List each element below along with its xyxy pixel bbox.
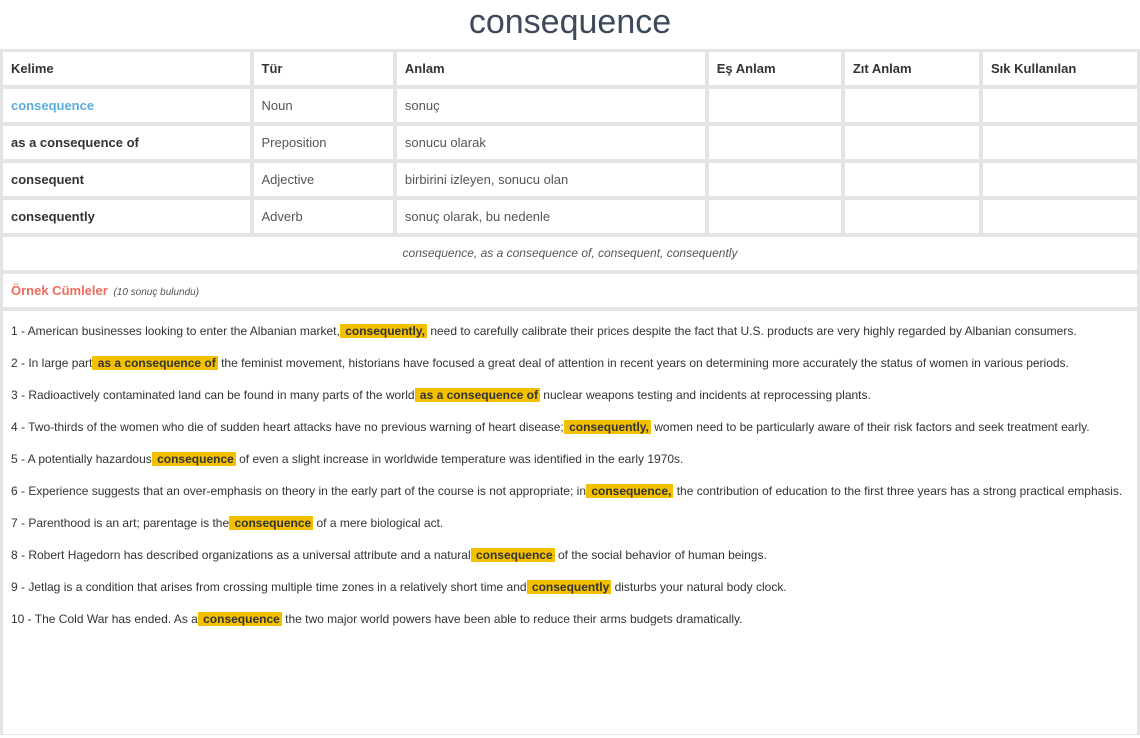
example-text: 3 - Radioactively contaminated land can be found in many parts of the world bbox=[11, 388, 415, 402]
example-sentence bbox=[11, 512, 1129, 534]
synonym-cell bbox=[709, 200, 841, 233]
word-cell: consequent bbox=[3, 163, 250, 196]
word-link[interactable]: consequence bbox=[3, 89, 250, 122]
table-row bbox=[3, 163, 1137, 196]
table-row bbox=[3, 126, 1137, 159]
example-highlight: as a consequence of bbox=[416, 388, 538, 402]
example-highlight: consequently, bbox=[341, 324, 425, 338]
example-text: the feminist movement, historians have focused a great deal of attention in recent years on determining more accurately the status of women in various periods. bbox=[217, 356, 1069, 370]
example-text: 5 - A potentially hazardous bbox=[11, 452, 152, 466]
antonym-cell bbox=[845, 126, 979, 159]
example-text: of a mere biological act. bbox=[313, 516, 444, 530]
word-type: Adverb bbox=[254, 200, 393, 233]
example-sentence bbox=[11, 480, 1129, 502]
example-text: 8 - Robert Hagedorn has described organizations as a universal attribute and a natural bbox=[11, 548, 471, 562]
word-meaning: birbirini izleyen, sonucu olan bbox=[397, 163, 705, 196]
col-header-tur: Tür bbox=[254, 52, 393, 85]
example-highlight: consequently bbox=[528, 580, 610, 594]
common-cell bbox=[983, 200, 1137, 233]
synonym-cell bbox=[709, 89, 841, 122]
example-text: of even a slight increase in worldwide temperature was identified in the early 1970s. bbox=[235, 452, 684, 466]
antonym-cell bbox=[845, 89, 979, 122]
table-row bbox=[3, 89, 1137, 122]
example-text: 9 - Jetlag is a condition that arises from crossing multiple time zones in a relatively short time and bbox=[11, 580, 527, 594]
examples-header bbox=[3, 274, 1137, 307]
antonym-cell bbox=[845, 200, 979, 233]
word-type: Noun bbox=[254, 89, 393, 122]
word-list-row: consequence, as a consequence of, consequent, consequently bbox=[3, 237, 1137, 270]
example-sentence bbox=[11, 576, 1129, 598]
col-header-anlam: Anlam bbox=[397, 52, 705, 85]
example-text: 1 - American businesses looking to enter the Albanian market, bbox=[11, 324, 340, 338]
col-header-es-anlam: Eş Anlam bbox=[709, 52, 841, 85]
dictionary-panel bbox=[0, 49, 1140, 735]
antonym-cell bbox=[845, 163, 979, 196]
example-text: 7 - Parenthood is an art; parentage is the bbox=[11, 516, 230, 530]
table-header-row bbox=[3, 52, 1137, 85]
example-highlight: consequence bbox=[199, 612, 280, 626]
example-highlight: consequence bbox=[472, 548, 553, 562]
example-text: of the social behavior of human beings. bbox=[554, 548, 767, 562]
col-header-kelime: Kelime bbox=[3, 52, 250, 85]
example-highlight: consequence bbox=[231, 516, 312, 530]
synonym-cell bbox=[709, 126, 841, 159]
example-sentence bbox=[11, 608, 1129, 630]
example-text: 4 - Two-thirds of the women who die of sudden heart attacks have no previous warning of heart disease; bbox=[11, 420, 564, 434]
example-text: 10 - The Cold War has ended. As a bbox=[11, 612, 198, 626]
example-highlight: consequently, bbox=[565, 420, 649, 434]
common-cell bbox=[983, 126, 1137, 159]
example-sentence bbox=[11, 448, 1129, 470]
col-header-zit-anlam: Zıt Anlam bbox=[845, 52, 979, 85]
example-highlight: consequence, bbox=[588, 484, 672, 498]
example-text: nuclear weapons testing and incidents at reprocessing plants. bbox=[539, 388, 871, 402]
common-cell bbox=[983, 163, 1137, 196]
page-title: consequence bbox=[468, 3, 672, 41]
example-sentence bbox=[11, 544, 1129, 566]
word-cell: as a consequence of bbox=[3, 126, 250, 159]
examples-list bbox=[3, 311, 1137, 734]
word-type: Adjective bbox=[254, 163, 393, 196]
example-text: women need to be particularly aware of their risk factors and seek treatment early. bbox=[650, 420, 1090, 434]
word-type: Preposition bbox=[254, 126, 393, 159]
word-meaning: sonuç bbox=[397, 89, 705, 122]
example-text: need to carefully calibrate their prices despite the fact that U.S. products are very highly regarded by Albanian consumers. bbox=[427, 324, 1077, 338]
examples-title: Örnek Cümleler bbox=[11, 283, 108, 298]
examples-count: (10 sonuç bulundu) bbox=[113, 287, 200, 298]
common-cell bbox=[983, 89, 1137, 122]
example-text: the contribution of education to the first three years has a strong practical emphasis. bbox=[673, 484, 1123, 498]
example-highlight: as a consequence of bbox=[94, 356, 216, 370]
example-sentence bbox=[11, 416, 1129, 438]
example-sentence bbox=[11, 384, 1129, 406]
example-text: 6 - Experience suggests that an over-emphasis on theory in the early part of the course is not appropriate; in bbox=[11, 484, 586, 498]
synonym-cell bbox=[709, 163, 841, 196]
table-row bbox=[3, 200, 1137, 233]
example-sentence bbox=[11, 320, 1129, 342]
dictionary-table bbox=[0, 48, 1140, 237]
word-meaning: sonucu olarak bbox=[397, 126, 705, 159]
example-sentence bbox=[11, 352, 1129, 374]
example-text: 2 - In large part bbox=[11, 356, 93, 370]
col-header-sik-kullanilan: Sık Kullanılan bbox=[983, 52, 1137, 85]
example-highlight: consequence bbox=[153, 452, 234, 466]
word-meaning: sonuç olarak, bu nedenle bbox=[397, 200, 705, 233]
word-cell: consequently bbox=[3, 200, 250, 233]
example-text: the two major world powers have been able to reduce their arms budgets dramatically. bbox=[281, 612, 743, 626]
example-text: disturbs your natural body clock. bbox=[611, 580, 787, 594]
